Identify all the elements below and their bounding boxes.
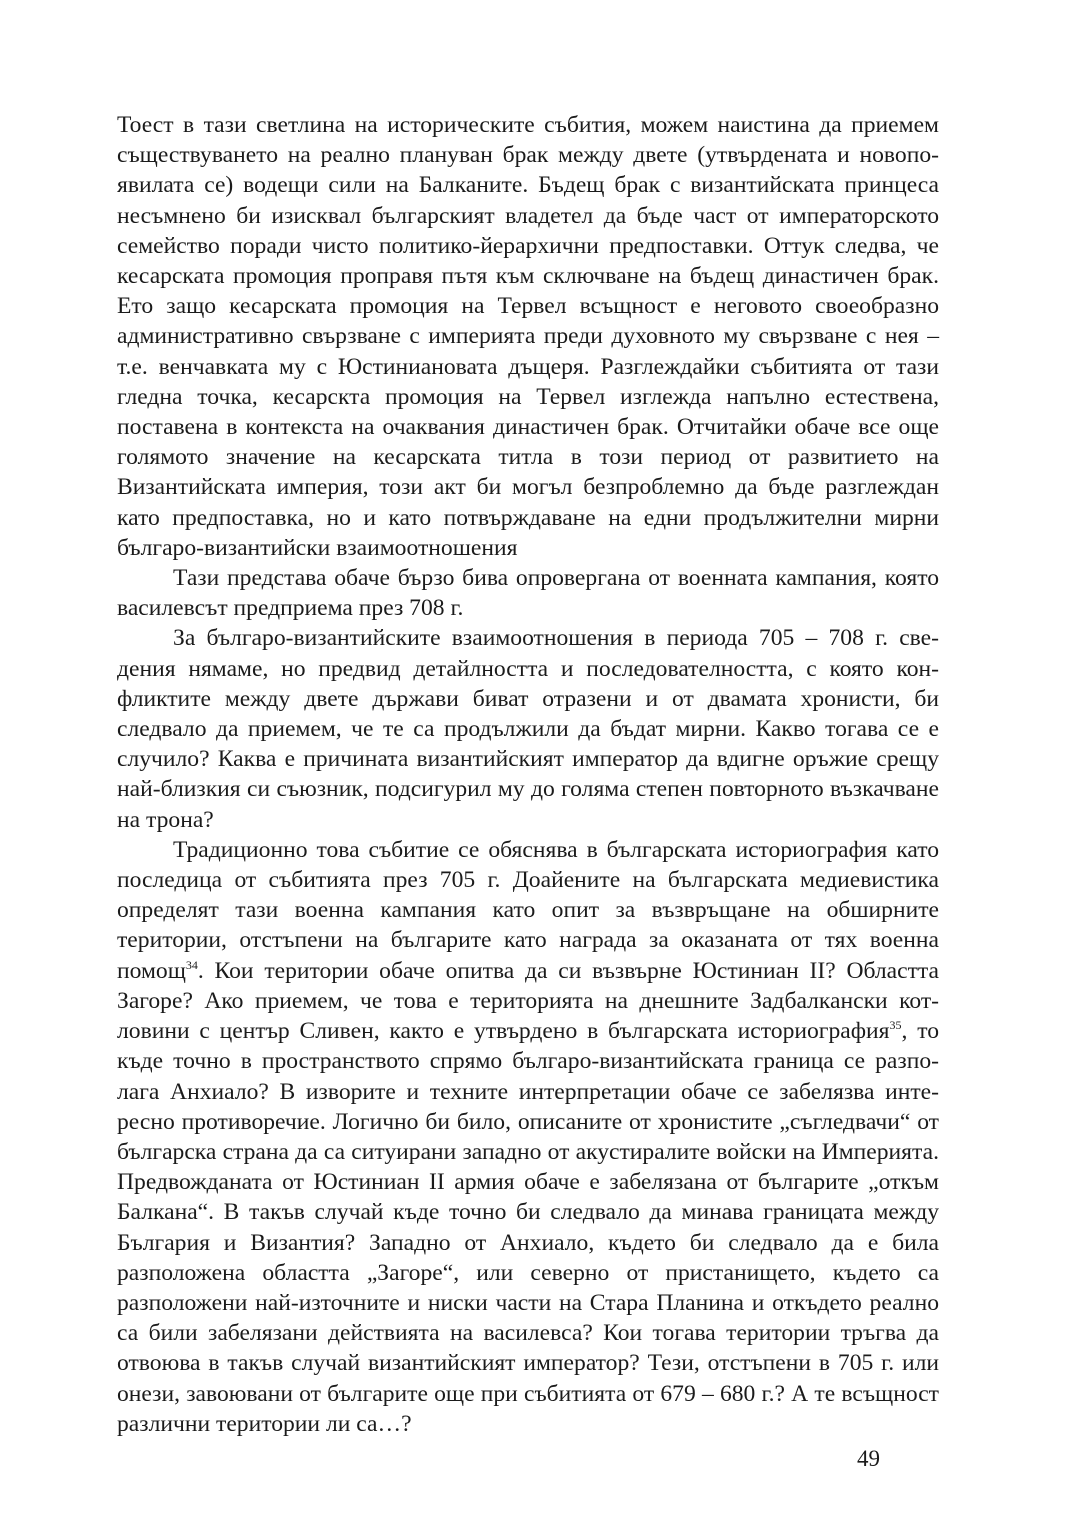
- page-number: 49: [857, 1446, 880, 1471]
- paragraph-4: [117, 835, 939, 1439]
- paragraph-4-part-1: Традиционно това събитие се обяснява в българската историография като последица от събитията през 705 г. Доайените на българската медиевистика определят тази военна кампания като опит за възвръщане на обширните територии, отстъпени на българите като награда за оказаната от тях военна помощ: [117, 836, 939, 984]
- footnote-ref-34[interactable]: 34: [185, 957, 198, 972]
- paragraph-3: За българо-византийските взаимоотношения в периода 705 – 708 г. сведения нямаме, но предвид детайлността и последователността, с която конфликтите между двете държави биват отразени и от двамата хронисти, би следвало да приемем, че те са продължили да бъдат мирни. Какво тогава се е случило? Каква е причината византийският император да вдигне оръжие срещу най-близкия си съюзник, подсигурил му до голяма степен повторното възкачване на трона?: [117, 625, 939, 833]
- page-body: [117, 110, 939, 1439]
- paragraph-4-part-2: . Кои територии обаче опитва да си възвърне Юстиниан II? Областта Загоре? Ако приемем, че това е територията на днешните Задбалкански котловини с център Сливен, както е утвърдено в българската историография: [117, 957, 939, 1045]
- paragraph-2: Тази представа обаче бързо бива опровергана от военната кампания, която василевсът предприема през 708 г.: [117, 565, 939, 622]
- footnote-ref-35[interactable]: 35: [889, 1018, 902, 1033]
- paragraph-1: Тоест в тази светлина на историческите събития, можем наистина да приемем съществуването на реално плануван брак между двете (утвърдената и новопоявилата се) водещи сили на Балканите. Бъдещ брак с византийската принцеса несъмнено би изисквал българският владетел да бъде част от императорското семейство поради чисто политико-йерархични предпоставки. Оттук следва, че кесарската промоция проправя пътя към сключване на бъдещ династичен брак. Ето защо кесарската промоция на Тервел всъщност е неговото своеобразно административно свързване с империята преди духовното му свързване с нея – т.е. венчавката му с Юстиниановата дъщеря. Разглеждайки събитията от тази гледна точка, кесарскта промоция на Тервел изглежда напълно естествена, поставена в контекста на очаквания династичен брак. Отчитайки обаче все още голямото значение на кесарската титла в този период от развитието на Византийската империя, този акт би могъл безпроблемно да бъде разглеждан като предпоставка, но и като потвърждаване на едни продължителни мирни българо-византийски взаимоотношения: [117, 112, 939, 561]
- paragraph-4-part-3: , то къде точно в пространството спрямо българо-византийската граница се разполага Анхиало? В изворите и техните интерпретации обаче се забелязва интересно противоречие. Логично би било, описаните от хронистите „съгледвачи“ от българска страна да са ситуирани западно от акустиралите войски на Империята. Предвожданата от Юстиниан II армия обаче е забелязана от българите „откъм Балкана“. В такъв случай къде точно би следвало да минава границата между България и Византия? Западно от Анхиало, където би следвало да е била разположена областта „Загоре“, или северно от пристанището, където са разположени най-източните и ниски части на Стара Планина и откъдето реално са били забелязани действията на василевса? Кои тогава територии тръгва да отвоюва в такъв случай византийският император? Тези, отстъпени в 705 г. или онези, завоювани от българите още при събитията от 679 – 680 г.? А те всъщност различни територии ли са…?: [117, 1018, 940, 1437]
